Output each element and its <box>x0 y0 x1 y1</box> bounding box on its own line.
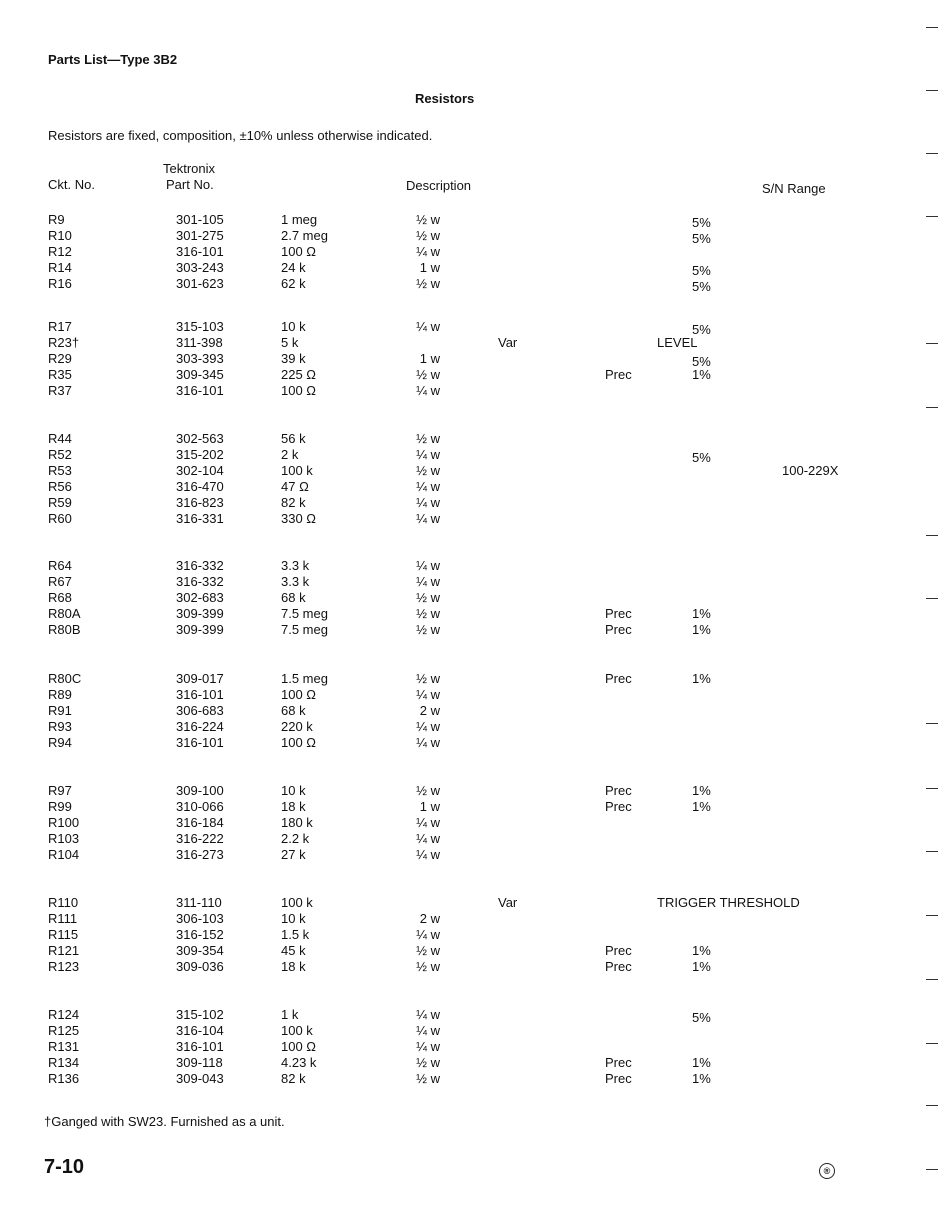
table-row <box>0 212 950 228</box>
ckt-no: R37 <box>48 383 72 398</box>
wattage: ¼ w <box>416 927 440 942</box>
value: 100 Ω <box>281 244 317 259</box>
value: 225 Ω <box>281 367 317 382</box>
value: 27 k <box>281 847 306 862</box>
ckt-no: R80C <box>48 671 82 686</box>
ckt-no: R17 <box>48 319 72 334</box>
col-part-no: Part No. <box>166 177 214 192</box>
tolerance: 1% <box>692 1071 711 1086</box>
ckt-no: R60 <box>48 511 72 526</box>
value: 1 k <box>281 1007 299 1022</box>
wattage: ½ w <box>416 959 440 974</box>
value: 100 Ω <box>281 383 317 398</box>
part-no: 306-103 <box>176 911 224 926</box>
part-no: 302-683 <box>176 590 224 605</box>
ckt-no: R93 <box>48 719 72 734</box>
table-row <box>0 1071 950 1087</box>
table-row <box>0 799 950 815</box>
ckt-no: R16 <box>48 276 72 291</box>
tolerance: 1% <box>692 606 711 621</box>
tolerance: 1% <box>692 671 711 686</box>
part-no: 309-043 <box>176 1071 224 1086</box>
tolerance: 5% <box>692 354 711 369</box>
wattage: ½ w <box>416 590 440 605</box>
value: 18 k <box>281 959 306 974</box>
wattage: ¼ w <box>416 1007 440 1022</box>
part-no: 315-103 <box>176 319 224 334</box>
table-row <box>0 719 950 735</box>
ckt-no: R56 <box>48 479 72 494</box>
wattage: ¼ w <box>416 1023 440 1038</box>
sn-range: 100-229X <box>782 463 839 478</box>
part-no: 310-066 <box>176 799 224 814</box>
ckt-no: R131 <box>48 1039 80 1054</box>
table-row <box>0 927 950 943</box>
ckt-no: R97 <box>48 783 72 798</box>
wattage: 1 w <box>419 260 440 275</box>
ckt-no: R111 <box>48 911 78 926</box>
wattage: ½ w <box>416 1055 440 1070</box>
ckt-no: R91 <box>48 703 72 718</box>
table-row <box>0 831 950 847</box>
value: 2.2 k <box>281 831 310 846</box>
ckt-no: R124 <box>48 1007 80 1022</box>
tolerance: 1% <box>692 943 711 958</box>
wattage: ½ w <box>416 228 440 243</box>
table-row <box>0 367 950 383</box>
section-note: Resistors are fixed, composition, ±10% unless otherwise indicated. <box>48 128 433 143</box>
wattage: 2 w <box>419 911 440 926</box>
ckt-no: R104 <box>48 847 80 862</box>
part-no: 315-102 <box>176 1007 224 1022</box>
table-row <box>0 815 950 831</box>
value: 330 Ω <box>281 511 317 526</box>
tolerance: TRIGGER THRESHOLD <box>657 895 800 910</box>
wattage: ¼ w <box>416 687 440 702</box>
value: 1.5 meg <box>281 671 328 686</box>
table-row <box>0 558 950 574</box>
table-row <box>0 895 950 911</box>
table-row <box>0 606 950 622</box>
tolerance: 5% <box>692 231 711 246</box>
part-no: 309-399 <box>176 606 224 621</box>
table-row <box>0 783 950 799</box>
table-row <box>0 735 950 751</box>
precision: Prec <box>605 959 632 974</box>
table-row <box>0 431 950 447</box>
wattage: ½ w <box>416 606 440 621</box>
precision: Prec <box>605 1055 632 1070</box>
part-no: 303-243 <box>176 260 224 275</box>
table-row <box>0 335 950 351</box>
wattage: ¼ w <box>416 479 440 494</box>
value: 1.5 k <box>281 927 310 942</box>
ckt-no: R67 <box>48 574 72 589</box>
ckt-no: R100 <box>48 815 80 830</box>
wattage: ½ w <box>416 212 440 227</box>
table-row <box>0 1055 950 1071</box>
value: 47 Ω <box>281 479 309 494</box>
value: 82 k <box>281 495 306 510</box>
wattage: ¼ w <box>416 735 440 750</box>
table-row <box>0 687 950 703</box>
ckt-no: R53 <box>48 463 72 478</box>
part-no: 309-345 <box>176 367 224 382</box>
part-no: 302-563 <box>176 431 224 446</box>
part-no: 301-623 <box>176 276 224 291</box>
part-no: 309-118 <box>176 1055 223 1070</box>
ckt-no: R103 <box>48 831 80 846</box>
wattage: ¼ w <box>416 1039 440 1054</box>
value: 68 k <box>281 590 306 605</box>
value: 220 k <box>281 719 313 734</box>
value: 1 meg <box>281 212 318 227</box>
value: 100 k <box>281 463 313 478</box>
part-no: 315-202 <box>176 447 224 462</box>
value: 100 k <box>281 895 313 910</box>
table-row <box>0 671 950 687</box>
value: 3.3 k <box>281 574 310 589</box>
wattage: ¼ w <box>416 719 440 734</box>
part-no: 311-398 <box>176 335 223 350</box>
footnote: †Ganged with SW23. Furnished as a unit. <box>44 1114 285 1129</box>
part-no: 309-100 <box>176 783 224 798</box>
tolerance: 1% <box>692 367 711 382</box>
wattage: ¼ w <box>416 244 440 259</box>
table-row <box>0 479 950 495</box>
part-no: 311-110 <box>176 895 222 910</box>
part-no: 306-683 <box>176 703 224 718</box>
part-no: 309-036 <box>176 959 224 974</box>
value: 4.23 k <box>281 1055 317 1070</box>
table-row <box>0 911 950 927</box>
value: 7.5 meg <box>281 606 328 621</box>
part-no: 301-275 <box>176 228 224 243</box>
table-row <box>0 1039 950 1055</box>
part-no: 316-222 <box>176 831 224 846</box>
tolerance: 5% <box>692 263 711 278</box>
part-no: 309-354 <box>176 943 224 958</box>
wattage: ¼ w <box>416 383 440 398</box>
ckt-no: R94 <box>48 735 72 750</box>
value: 100 Ω <box>281 687 317 702</box>
wattage: ½ w <box>416 1071 440 1086</box>
wattage: ¼ w <box>416 319 440 334</box>
ckt-no: R99 <box>48 799 72 814</box>
wattage: ¼ w <box>416 831 440 846</box>
wattage: ½ w <box>416 367 440 382</box>
ckt-no: R125 <box>48 1023 80 1038</box>
tolerance: LEVEL <box>657 335 698 350</box>
col-sn-range: S/N Range <box>762 181 826 196</box>
tolerance: 1% <box>692 1055 711 1070</box>
section-title: Resistors <box>415 91 475 106</box>
tolerance: 1% <box>692 622 711 637</box>
table-row <box>0 244 950 260</box>
ckt-no: R35 <box>48 367 72 382</box>
part-no: 303-393 <box>176 351 224 366</box>
value: 100 Ω <box>281 1039 317 1054</box>
wattage: 1 w <box>419 351 440 366</box>
ckt-no: R64 <box>48 558 72 573</box>
wattage: ¼ w <box>416 447 440 462</box>
ckt-no: R121 <box>48 943 80 958</box>
ckt-no: R80A <box>48 606 81 621</box>
table-row <box>0 1023 950 1039</box>
precision: Prec <box>605 606 632 621</box>
table-row <box>0 383 950 399</box>
wattage: ½ w <box>416 463 440 478</box>
table-row <box>0 703 950 719</box>
precision: Prec <box>605 367 632 382</box>
tolerance: 5% <box>692 450 711 465</box>
part-no: 316-224 <box>176 719 224 734</box>
ckt-no: R12 <box>48 244 72 259</box>
table-row <box>0 447 950 463</box>
ckt-no: R14 <box>48 260 72 275</box>
wattage: ¼ w <box>416 574 440 589</box>
col-description: Description <box>406 178 472 193</box>
table-row <box>0 463 950 479</box>
wattage: 2 w <box>419 703 440 718</box>
value: 5 k <box>281 335 299 350</box>
wattage: ½ w <box>416 783 440 798</box>
precision: Prec <box>605 622 632 637</box>
part-no: 316-184 <box>176 815 224 830</box>
table-row <box>0 351 950 367</box>
tolerance: 5% <box>692 279 711 294</box>
value: 3.3 k <box>281 558 310 573</box>
part-no: 316-331 <box>176 511 224 526</box>
precision: Prec <box>605 671 632 686</box>
value: 56 k <box>281 431 306 446</box>
table-row <box>0 228 950 244</box>
value: 10 k <box>281 911 306 926</box>
tolerance: 1% <box>692 799 711 814</box>
part-no: 316-823 <box>176 495 224 510</box>
wattage: ½ w <box>416 671 440 686</box>
value: 2.7 meg <box>281 228 328 243</box>
part-no: 302-104 <box>176 463 224 478</box>
table-row <box>0 1007 950 1023</box>
value: 2 k <box>281 447 299 462</box>
part-no: 316-101 <box>176 687 224 702</box>
publisher-emblem: ® <box>819 1163 835 1179</box>
tolerance: 1% <box>692 959 711 974</box>
part-no: 316-104 <box>176 1023 224 1038</box>
wattage: ¼ w <box>416 558 440 573</box>
ckt-no: R10 <box>48 228 72 243</box>
part-no: 316-101 <box>176 735 224 750</box>
value: 100 k <box>281 1023 313 1038</box>
wattage: ½ w <box>416 431 440 446</box>
value: 10 k <box>281 783 306 798</box>
tolerance: 1% <box>692 783 711 798</box>
value: 180 k <box>281 815 313 830</box>
ckt-no: R115 <box>48 927 79 942</box>
part-no: 301-105 <box>176 212 224 227</box>
wattage: 1 w <box>419 799 440 814</box>
table-row <box>0 959 950 975</box>
part-no: 316-273 <box>176 847 224 862</box>
wattage: ¼ w <box>416 495 440 510</box>
value: 39 k <box>281 351 306 366</box>
ckt-no: R110 <box>48 895 79 910</box>
table-row <box>0 276 950 292</box>
table-row <box>0 495 950 511</box>
value: 18 k <box>281 799 306 814</box>
ckt-no: R59 <box>48 495 72 510</box>
col-ckt-no: Ckt. No. <box>48 177 95 192</box>
ckt-no: R44 <box>48 431 72 446</box>
precision: Prec <box>605 1071 632 1086</box>
value: 24 k <box>281 260 306 275</box>
ckt-no: R80B <box>48 622 81 637</box>
wattage: ½ w <box>416 276 440 291</box>
part-no: 316-152 <box>176 927 224 942</box>
value: 10 k <box>281 319 306 334</box>
ckt-no: R52 <box>48 447 72 462</box>
wattage: ½ w <box>416 943 440 958</box>
precision: Prec <box>605 783 632 798</box>
table-row <box>0 590 950 606</box>
ckt-no: R68 <box>48 590 72 605</box>
wattage: ¼ w <box>416 847 440 862</box>
part-no: 316-101 <box>176 1039 224 1054</box>
part-no: 316-101 <box>176 383 224 398</box>
part-no: 316-101 <box>176 244 224 259</box>
table-row <box>0 260 950 276</box>
part-no: 309-017 <box>176 671 224 686</box>
col-brand: Tektronix <box>163 161 216 176</box>
tolerance: 5% <box>692 322 711 337</box>
part-no: 316-470 <box>176 479 224 494</box>
precision: Prec <box>605 799 632 814</box>
value: 62 k <box>281 276 306 291</box>
value: 68 k <box>281 703 306 718</box>
part-no: 316-332 <box>176 574 224 589</box>
part-no: 316-332 <box>176 558 224 573</box>
table-row <box>0 622 950 638</box>
wattage: ¼ w <box>416 815 440 830</box>
type: Var <box>498 335 518 350</box>
ckt-no: R123 <box>48 959 80 974</box>
value: 100 Ω <box>281 735 317 750</box>
table-row <box>0 319 950 335</box>
table-row <box>0 943 950 959</box>
table-row <box>0 574 950 590</box>
table-row <box>0 511 950 527</box>
ckt-no: R23† <box>48 335 80 350</box>
ckt-no: R134 <box>48 1055 80 1070</box>
value: 7.5 meg <box>281 622 328 637</box>
precision: Prec <box>605 943 632 958</box>
value: 45 k <box>281 943 306 958</box>
running-head: Parts List—Type 3B2 <box>48 52 178 67</box>
ckt-no: R89 <box>48 687 72 702</box>
wattage: ¼ w <box>416 511 440 526</box>
type: Var <box>498 895 518 910</box>
ckt-no: R136 <box>48 1071 80 1086</box>
page-number: 7-10 <box>44 1156 85 1178</box>
value: 82 k <box>281 1071 306 1086</box>
part-no: 309-399 <box>176 622 224 637</box>
ckt-no: R9 <box>48 212 65 227</box>
tolerance: 5% <box>692 1010 711 1025</box>
ckt-no: R29 <box>48 351 72 366</box>
tolerance: 5% <box>692 215 711 230</box>
table-row <box>0 847 950 863</box>
wattage: ½ w <box>416 622 440 637</box>
